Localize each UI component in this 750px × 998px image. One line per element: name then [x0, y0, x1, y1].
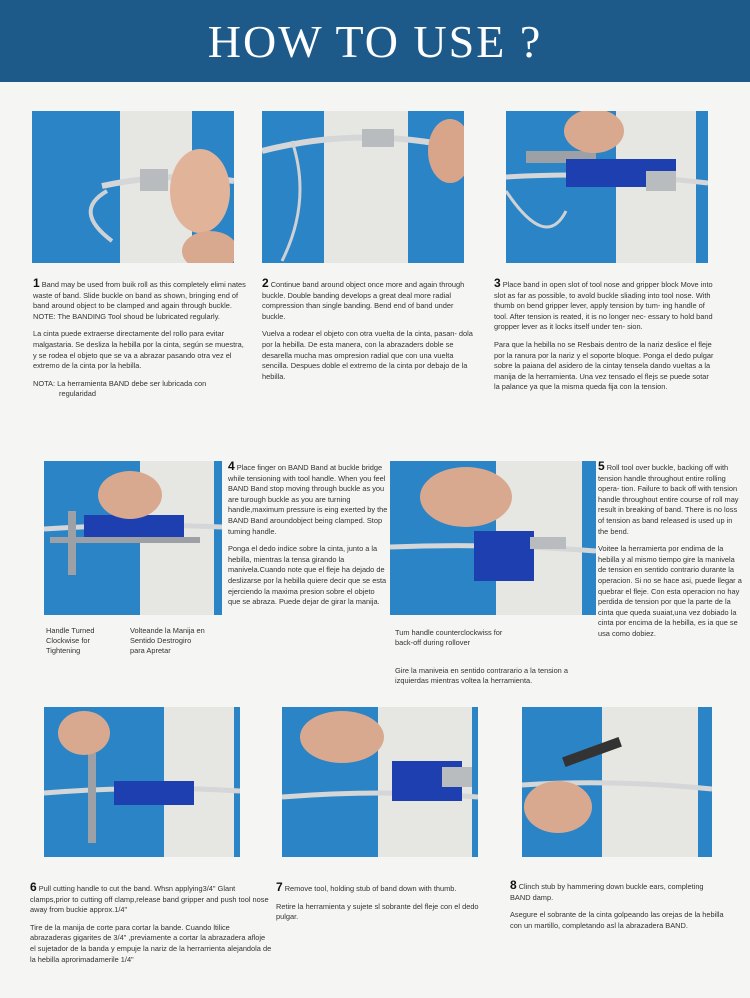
step-number: 8 [510, 878, 517, 892]
page-title: HOW TO USE ? [207, 15, 543, 67]
step-number: 3 [494, 276, 501, 290]
step-5-text [598, 461, 744, 647]
step-number: 2 [262, 276, 269, 290]
step-3-text [494, 278, 716, 400]
step-text-es: Vuelva a rodear el objeto con otra vuelta de la cinta, pasan- dola por la hebilla. De esta manera, con la abrazaders doble se desarella mucha mas ompresion radial que con una vuelta sencilla. Despues doble el extremo de la cinta por debajo de la hebilla. [262, 329, 473, 381]
step-2-text [262, 278, 476, 389]
step-text-en: Continue band around object once more and again through buckle. Double banding develops a great deal more radial compression than single banding. Bend end of band under buckle. [262, 280, 465, 321]
step5-caption-en: Tum handle counterclockwiss for back-off during rollover [395, 628, 503, 647]
step-number: 6 [30, 880, 37, 894]
step-8-text [510, 880, 724, 938]
step-text-en: Place band in open slot of tool nose and gripper block Move into slot as far as possible, to avold buckle sliading into tool nose. With thumb on bend gripper lever, apply tension by tum- ing handle of tool. After tension is reated, it is no longer nec- essary to hold band gropper lever as it locks itself under ten- sion. [494, 280, 713, 332]
step-text-es: Tire de la manija de corte para cortar la bande. Cuando ltilice abrazaderas gigarites de 3/4" ,previamente a cortar la abrazadera afloje el sujetador de la banda y empuje la nariz de la herrarrienta alejandola de la hebilla aprorimadamerile 1/4" [30, 922, 272, 964]
step-text-en: Place finger on BAND Band at buckle bridge while tensioning with tool handle. When you feel BAND Band stop moving through buckle as you are turough buckle as you are turning handle,maximum pressure is eing exerted by the BAND Band aroundobject being clamped. Stop tuming handle. [228, 463, 388, 536]
step-text-es: Para que la hebilla no se Resbais dentro de la nariz deslice el fleje por la ranura por la nariz y el soporte bloque. Ponga el dedo pulgar sobre la paiana del asidero de la cintay tensela dando vueltas a la manija de la herramienta. Una vez tensado el flejs se puede sotar la palance ya que la misma queda fija con la tension. [494, 339, 714, 392]
step5-caption-es: Gire la maniveia en sentido contrarario a la tension a izquierdas mientras voltea la herramienta. [395, 666, 568, 685]
step-text-en: Clinch stub by hammering down buckle ears, completing BAND damp. [510, 882, 704, 902]
step-text-es: Ponga el dedo indice sobre la cinta, junto a la hebilla, mientras la tensa girando la manivela.Cuando note que el fleje ha dejado de deslizarse por la hebilla quiere decir que se esta ejerciendo la maxima presion sobre el objeto que se abraza. Puede dejar de girar la manija. [228, 544, 387, 607]
step5-photo [390, 461, 596, 615]
header-banner [0, 0, 750, 82]
step4-photo [44, 461, 222, 615]
step-number: 7 [276, 880, 283, 894]
step-text-es: Retire la herramienta y sujete sl sobrante del fleje con el dedo pulgar. [276, 901, 479, 922]
step4-caption-es: Volteande la Manija en Sentido Destrogiro para Apretar [130, 626, 205, 655]
step-text-en: Remove tool, holding stub of band down with thumb. [284, 884, 457, 893]
step-note-es: NOTA: La herramienta BAND debe ser lubricada con [33, 378, 207, 388]
step-note-es-cont: regularidad [59, 389, 96, 399]
step-text-en: Pull cutting handle to cut the band. Whsn applying3/4" Glant clamps,prior to cutting off clamp,release band gripper and push tool nose away from buckie approx.1/4" [30, 884, 269, 915]
step-7-text [276, 882, 486, 930]
step1-photo [32, 111, 234, 263]
step-4-text [228, 461, 388, 615]
step-number: 1 [33, 276, 40, 290]
step6-photo [44, 707, 240, 857]
step2-photo [262, 111, 464, 263]
step-text-es: Voitee la herramierta por endima de la hebilla y al mismo tiempo gire la manivela de tension en sentido contrario durante la operacion. Si no se hace asi, puede llegar a quebrar el fleje. Con esta operacion no hay perdida de tension por que la parte de la cinta que queda suaiat,una vez dobiado la cinta por encima de la hebilla, es ia que se usa como dobiez. [598, 544, 742, 638]
step7-photo [282, 707, 478, 857]
step-text-en: Roll tool over buckle, backing off with tension handle throughout entire rolling opera- tion. Failure to back off with tension handle throughout entire course of roll may result in breaking of band. There is no loss of tension as band released is used up in the bend. [598, 463, 739, 536]
step-note-en: NOTE: The BANDING Tool shoud be lubricated regularly. [33, 311, 220, 321]
step-number: 5 [598, 459, 605, 473]
step-text-es: La cinta puede extraerse directamente del rollo para evitar malgastaria. Se desliza la hebilla por la cinta, según se muestra, y se rodea el objeto que se va a abrazar pasando otra vez el extremo de la cinta por la hebilla. [33, 329, 244, 371]
step8-photo [522, 707, 712, 857]
step3-photo [506, 111, 708, 263]
step4-caption-en: Handle Turned Clockwise for Tightening [46, 626, 95, 655]
step-text-es: Asegure el sobrante de la cinta golpeando las orejas de la hebilla con un martillo, completando asl la abrazadera BAND. [510, 910, 724, 930]
step-number: 4 [228, 459, 235, 473]
step-text-en: Band may be used from buik roll as this completely elimi nates waste of band. Slide buckle on band as shown, bringing end of band around object to be clamped and again through buckle. [33, 280, 246, 311]
step-6-text [30, 882, 272, 972]
step-1-text [33, 278, 247, 400]
